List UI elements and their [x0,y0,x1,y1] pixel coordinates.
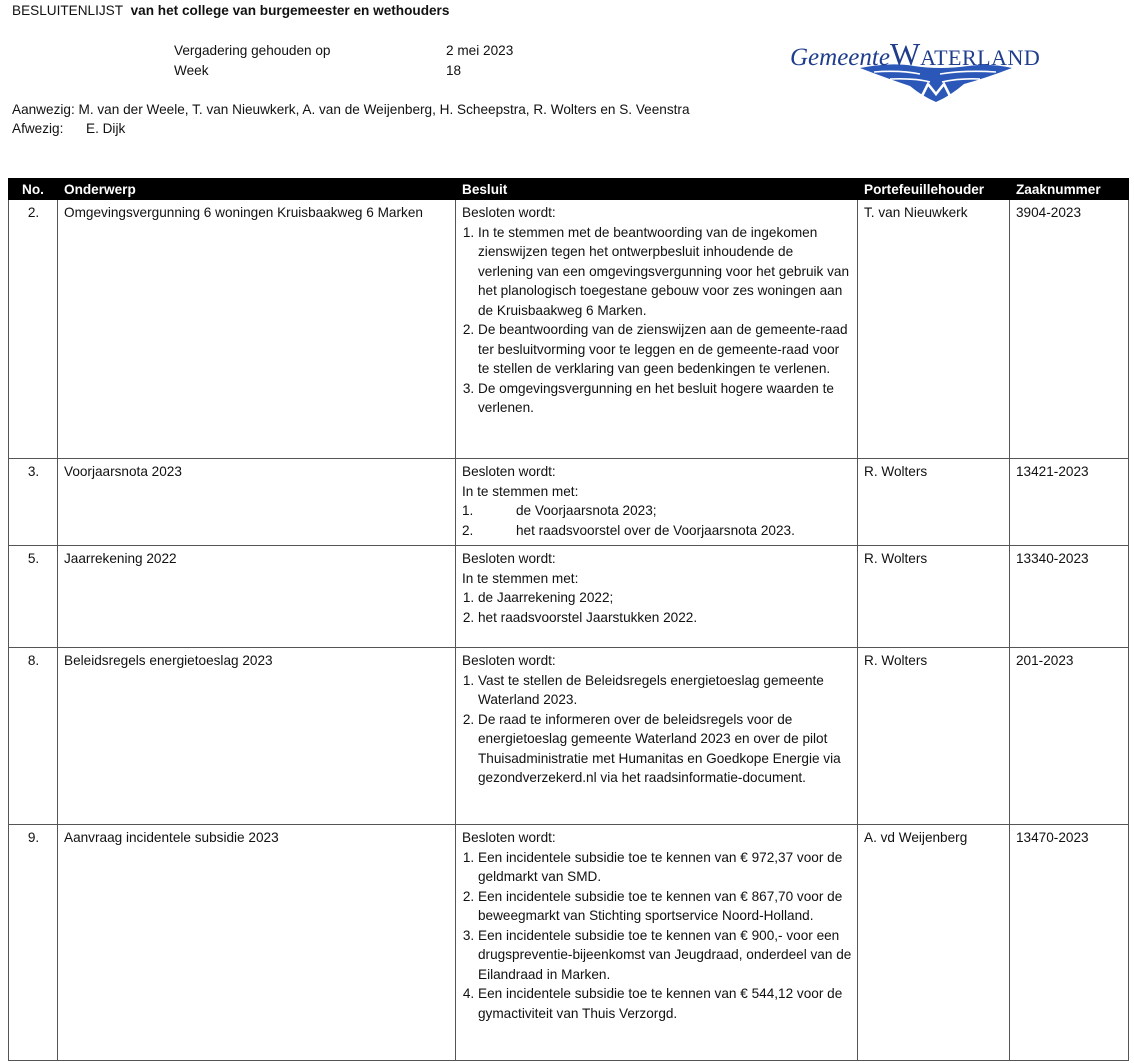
row-subject: Aanvraag incidentele subsidie 2023 [58,825,456,1061]
decision-item: 1. In te stemmen met de beantwoording van de ingekomen zienswijzen tegen het ontwerpbesluit inhoudende de verlening van een omgevingsvergunning voor het gebruik van het planologisch toegestane gebouw voor zes woningen aan de Kruisbaakweg 6 Marken. [478,223,852,321]
decision-table [8,178,1129,1061]
row-case: 13421-2023 [1010,459,1129,546]
decision-item [462,521,852,541]
absent-value: E. Dijk [86,121,126,136]
logo-text [790,36,1040,73]
table-row [9,200,1129,459]
week-value: 18 [446,63,462,78]
decision-item: 1. Een incidentele subsidie toe te kennen van € 972,37 voor de geldmarkt van SMD. [478,848,852,887]
item-number: 1. [462,503,474,518]
row-no: 3. [9,459,58,546]
meeting-info [174,41,513,81]
decision-list [462,223,852,418]
table-row [9,825,1129,1061]
row-holder: R. Wolters [858,648,1010,825]
decision-item: 2. het raadsvoorstel Jaarstukken 2022. [478,608,852,628]
logo-w: W [889,36,921,72]
row-case: 3904-2023 [1010,200,1129,459]
col-header-case: Zaaknummer [1010,179,1129,200]
doc-type: BESLUITENLIJST [12,3,124,18]
decision-item: 3. De omgevingsvergunning en het besluit hogere waarden te verlenen. [478,379,852,418]
row-no: 2. [9,200,58,459]
decision-intro: Besloten wordt: [462,830,556,845]
item-text: het raadsvoorstel over de Voorjaarsnota 2023. [516,522,795,538]
row-subject: Voorjaarsnota 2023 [58,459,456,546]
col-header-decision: Besluit [456,179,858,200]
item-number: 2. [462,522,474,538]
row-case: 13340-2023 [1010,546,1129,648]
decision-item: 2. De raad te informeren over de beleidsregels voor de energietoeslag gemeente Waterland 2023 en over de pilot Thuisadministratie met Humanitas en Goedkope Energie via gezondverzekerd.nl via het raadsinformatie-document. [478,710,852,788]
row-decision [456,546,858,648]
meeting-date: 2 mei 2023 [446,43,514,58]
logo-gemeente: Gemeente [790,44,890,71]
table-row [9,648,1129,825]
decision-sub: In te stemmen met: [462,483,579,499]
gemeente-waterland-logo [790,32,1054,108]
decision-intro: Besloten wordt: [462,653,556,668]
decision-item: 1. Vast te stellen de Beleidsregels energietoeslag gemeente Waterland 2023. [478,671,852,710]
row-decision [456,459,858,546]
row-holder: T. van Nieuwkerk [858,200,1010,459]
decision-item: 1. de Jaarrekening 2022; [478,588,852,608]
present-value: M. van der Weele, T. van Nieuwkerk, A. van de Weijenberg, H. Scheepstra, R. Wolters en S. Veenstra [78,102,690,117]
decision-sub: In te stemmen met: [462,570,579,586]
decision-list [462,671,852,788]
row-decision [456,825,858,1061]
row-subject: Jaarrekening 2022 [58,546,456,648]
row-subject: Omgevingsvergunning 6 woningen Kruisbaakweg 6 Marken [58,200,456,459]
row-case: 13470-2023 [1010,825,1129,1061]
row-no: 8. [9,648,58,825]
decision-intro: Besloten wordt: [462,551,556,566]
col-header-subject: Onderwerp [58,179,456,200]
decision-list [462,848,852,1024]
row-decision [456,200,858,459]
document-title [12,3,449,18]
attendance [12,100,690,138]
absent-label: Afwezig: [12,121,64,136]
decision-intro: Besloten wordt: [462,464,556,479]
decision-item: 2. Een incidentele subsidie toe te kennen van € 867,70 voor de beweegmarkt van Stichting sportservice Noord-Holland. [478,887,852,926]
row-case: 201-2023 [1010,648,1129,825]
col-header-no: No. [9,179,58,200]
col-header-holder: Portefeuillehouder [858,179,1010,200]
decision-intro: Besloten wordt: [462,205,556,220]
decision-item: 3. Een incidentele subsidie toe te kennen van € 900,- voor een drugspreventie-bijeenkomst van Jeugdraad, onderdeel van de Eilandraad in Marken. [478,926,852,985]
table-row [9,546,1129,648]
week-label: Week [174,63,209,78]
row-subject: Beleidsregels energietoeslag 2023 [58,648,456,825]
row-holder: R. Wolters [858,459,1010,546]
row-decision [456,648,858,825]
doc-subtitle: van het college van burgemeester en wethouders [130,3,450,18]
decision-item: 2. De beantwoording van de zienswijzen aan de gemeente-raad ter besluitvorming voor te leggen en de gemeente-raad voor te stellen de verklaring van geen bedenkingen te verlenen. [478,320,852,379]
decision-item: 4. Een incidentele subsidie toe te kennen van € 544,12 voor de gymactiviteit van Thuis Verzorgd. [478,984,852,1023]
decision-list [462,588,852,627]
table-header-row [9,179,1129,200]
item-text: de Voorjaarsnota 2023; [516,503,657,518]
present-label: Aanwezig: [12,102,75,117]
row-no: 9. [9,825,58,1061]
logo-aterland: ATERLAND [920,45,1041,70]
table-row [9,459,1129,546]
row-holder: A. vd Weijenberg [858,825,1010,1061]
meeting-label: Vergadering gehouden op [174,43,331,58]
row-holder: R. Wolters [858,546,1010,648]
row-no: 5. [9,546,58,648]
decision-item [462,501,852,521]
